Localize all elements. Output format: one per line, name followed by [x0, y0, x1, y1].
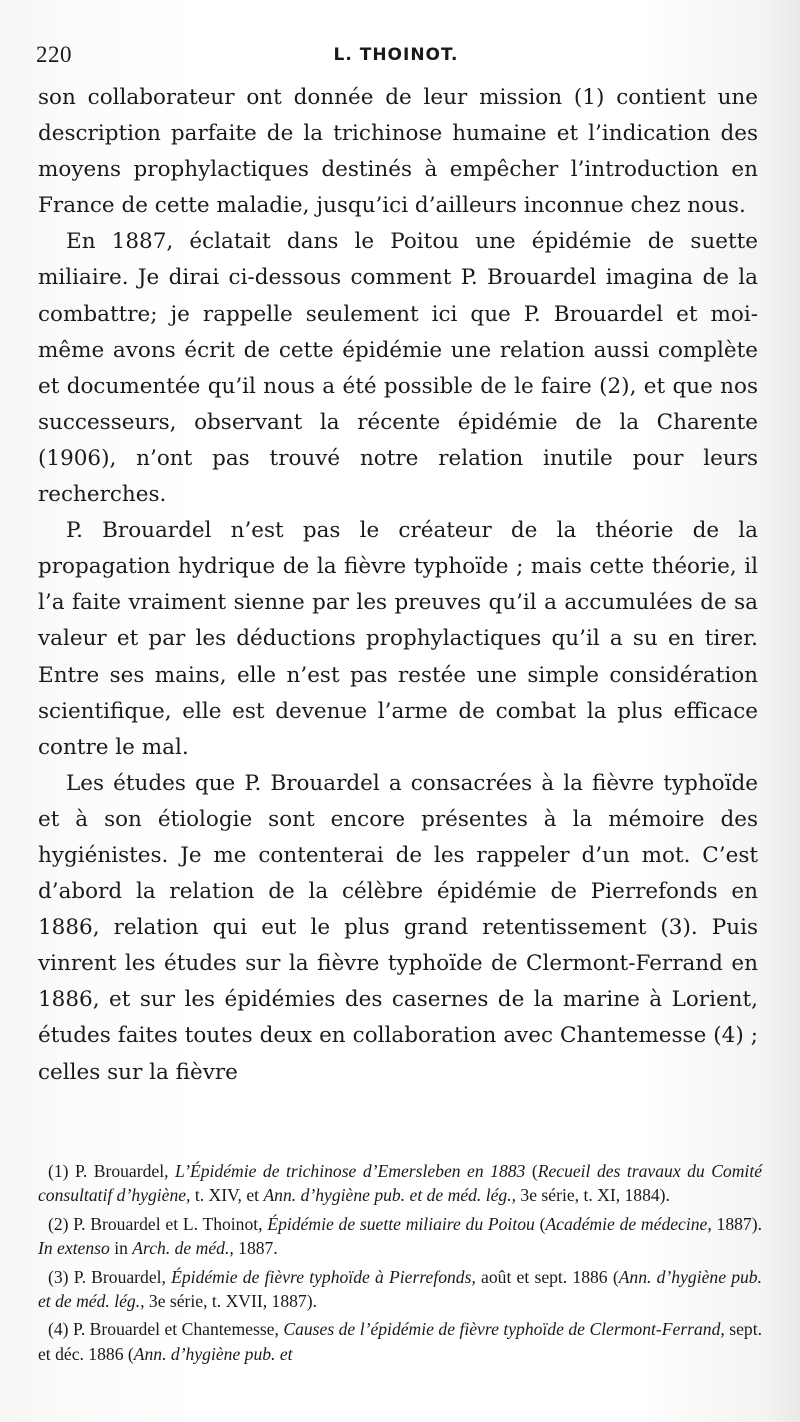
paragraph: son collaborateur ont donnée de leur mission (1) contient une description parfaite de la trichinose humaine et l’indication des moyens prophylactiques destinés à empêcher l’introduction en France de cette maladie, jusqu’ici d’ailleurs inconnue chez nous.: [38, 85, 758, 219]
paragraph: Les études que P. Brouardel a consacrées à la fièvre typhoïde et à son étiologie sont encore présentes à la mémoire des hygiénistes. Je me contenterai de les rappeler d’un mot. C’est d’abord la relation de la célèbre épidémie de Pierrefonds en 1886, relation qui eut le plus grand retentissement (3). Puis vinrent les études sur la fièvre typhoïde de Clermont-Ferrand en 1886, et sur les épidémies des casernes de la marine à Lorient, études faites toutes deux en collaboration avec Chantemesse (4) ; celles sur la fièvre: [38, 770, 758, 1085]
footnote-text: (: [534, 1213, 546, 1234]
footnote-3: [38, 1265, 762, 1314]
footnote-marker: (4): [48, 1319, 69, 1340]
footnote-title: Causes de l’épidémie de fièvre typhoïde de Clermont-Ferrand,: [283, 1319, 725, 1340]
footnote-title: Épidémie de suette miliaire du Poitou: [267, 1213, 535, 1234]
footnote-text: 1887.: [233, 1238, 278, 1259]
paragraph: En 1887, éclatait dans le Poitou une épidémie de suette miliaire. Je dirai ci-dessous comment P. Brouardel imagina de la combattre; je rappelle seulement ici que P. Brouardel et moi-même avons écrit de cette épidémie une relation aussi complète et documentée qu’il nous a été possible de le faire (2), et que nos successeurs, observant la récente épidémie de la Charente (1906), n’ont pas trouvé notre relation inutile pour leurs recherches.: [38, 229, 758, 508]
footnote-text: 3e série, t. XI, 1884).: [516, 1185, 670, 1206]
footnote-1: [38, 1159, 762, 1208]
footnote-text: P. Brouardel,: [73, 1266, 172, 1287]
footnote-source: Arch. de méd.,: [132, 1238, 234, 1259]
footnote-source: Recueil des travaux du Comité consultatif d’hygiène,: [38, 1161, 763, 1206]
footnote-text: 3e série, t. XVII, 1887).: [144, 1291, 317, 1312]
footnote-source: Ann. d’hygiène pub. et: [133, 1343, 293, 1364]
footnote-marker: (2): [48, 1213, 69, 1234]
footnote-source: Ann. d’hygiène pub. et de méd. lég.,: [263, 1185, 517, 1206]
footnote-2: [38, 1212, 762, 1261]
footnote-marker: (1): [48, 1161, 69, 1181]
footnote-title: L’Épidémie de trichinose d’Emersleben en 1883: [174, 1161, 526, 1181]
footnote-source: Académie de médecine,: [545, 1213, 712, 1234]
footnote-title: Épidémie de fièvre typhoïde à Pierrefonds,: [171, 1266, 476, 1287]
footnote-text: in: [109, 1238, 133, 1259]
footnote-text: 1887).: [711, 1213, 762, 1234]
footnotes: [38, 1159, 762, 1366]
footnote-text: t. XIV, et: [190, 1185, 264, 1206]
page-header: [36, 42, 756, 74]
footnote-text: P. Brouardel et Chantemesse,: [72, 1319, 284, 1340]
footnote-marker: (3): [48, 1266, 69, 1287]
footnote-4: [38, 1317, 762, 1366]
paragraph: P. Brouardel n’est pas le créateur de la théorie de la propagation hydrique de la fièvre typhoïde ; mais cette théorie, il l’a faite vraiment sienne par les preuves qu’il a accumulées de sa valeur et par les déductions prophylactiques qu’il a su en tirer. Entre ses mains, elle n’est pas restée une simple considération scientifique, elle est devenue l’arme de combat la plus efficace contre le mal.: [38, 518, 758, 760]
running-head: L. THOINOT.: [333, 45, 459, 65]
footnote-text: sept. et déc. 1886 (: [38, 1319, 763, 1364]
footnote-text: (: [525, 1161, 538, 1181]
footnote-source: Ann. d’hygiène pub. et de méd. lég.,: [38, 1266, 763, 1312]
footnote-text: P. Brouardel et L. Thoinot,: [73, 1213, 268, 1234]
footnote-text: P. Brouardel,: [75, 1161, 175, 1181]
main-text: [38, 80, 758, 1091]
footnote-source: In extenso: [38, 1238, 110, 1259]
footnote-text: août et sept. 1886 (: [475, 1266, 619, 1287]
page-number: 220: [36, 42, 72, 67]
